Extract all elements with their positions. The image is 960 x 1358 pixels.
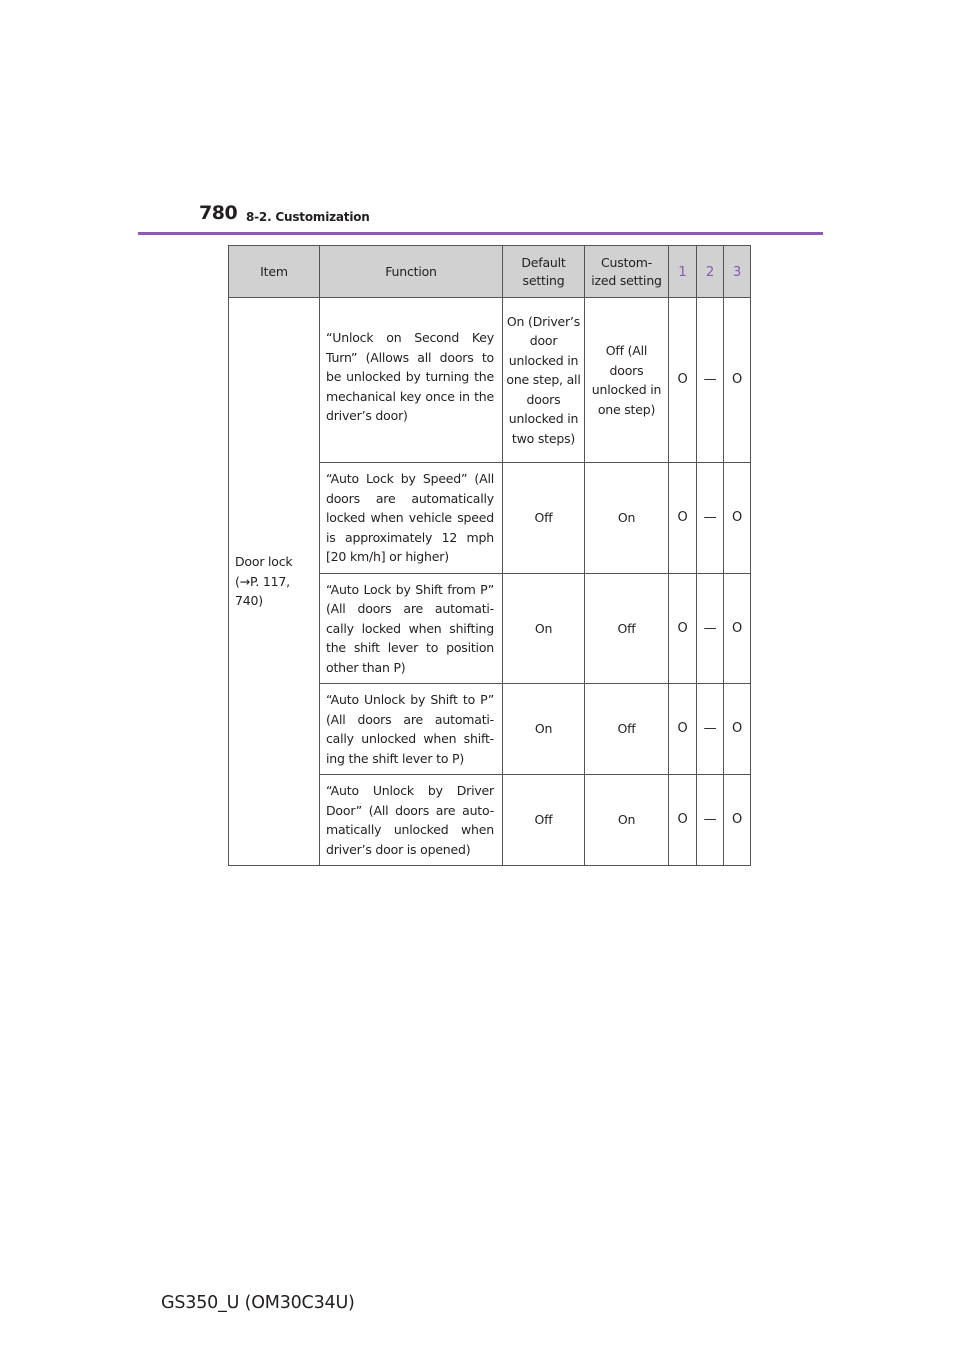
function-cell: “Auto Unlock by Shift to P” (All doors are automati-cally unlocked when shift-ing the shift lever to P) [320, 684, 503, 775]
default-cell: Off [503, 463, 585, 574]
col2-mark: — [697, 463, 724, 574]
item-reference: (→P. 117, 740) [235, 573, 290, 609]
section-title: 8-2. Customization [246, 210, 370, 224]
col-header-default: Default setting [503, 246, 585, 298]
table-header-row [229, 246, 751, 298]
col2-mark: — [697, 573, 724, 684]
col-header-2: 2 [697, 246, 724, 298]
function-cell: “Auto Lock by Shift from P” (All doors are automati-cally locked when shifting the shift lever to position other than P) [320, 573, 503, 684]
custom-cell: On [585, 775, 669, 866]
col2-mark: — [697, 298, 724, 463]
default-cell: Off [503, 775, 585, 866]
custom-cell: Off [585, 573, 669, 684]
col1-mark: O [669, 463, 697, 574]
col-header-3: 3 [724, 246, 751, 298]
page-number: 780 [199, 202, 238, 224]
function-cell: “Auto Unlock by Driver Door” (All doors are auto-matically unlocked when driver’s door is opened) [320, 775, 503, 866]
item-cell [229, 298, 320, 866]
default-cell: On [503, 573, 585, 684]
col-header-custom: Custom-ized setting [585, 246, 669, 298]
col3-mark: O [724, 684, 751, 775]
col1-mark: O [669, 775, 697, 866]
col3-mark: O [724, 775, 751, 866]
header-divider [138, 232, 823, 235]
custom-cell: Off (All doors unlocked in one step) [585, 298, 669, 463]
function-cell: “Unlock on Second Key Turn” (Allows all doors to be unlocked by turning the mechanical key once in the driver’s door) [320, 298, 503, 463]
item-label: Door lock [235, 554, 293, 570]
col1-mark: O [669, 298, 697, 463]
function-cell: “Auto Lock by Speed” (All doors are automatically locked when vehicle speed is approximately 12 mph [20 km/h] or higher) [320, 463, 503, 574]
col3-mark: O [724, 298, 751, 463]
col-header-item: Item [229, 246, 320, 298]
model-footer: GS350_U (OM30C34U) [161, 1293, 355, 1313]
custom-cell: Off [585, 684, 669, 775]
col-header-function: Function [320, 246, 503, 298]
col1-mark: O [669, 684, 697, 775]
table-row [229, 298, 751, 463]
col3-mark: O [724, 573, 751, 684]
col2-mark: — [697, 775, 724, 866]
col1-mark: O [669, 573, 697, 684]
custom-cell: On [585, 463, 669, 574]
col2-mark: — [697, 684, 724, 775]
default-cell: On (Driver’s door unlocked in one step, all doors unlocked in two steps) [503, 298, 585, 463]
default-cell: On [503, 684, 585, 775]
col-header-1: 1 [669, 246, 697, 298]
customization-table [228, 245, 751, 866]
col3-mark: O [724, 463, 751, 574]
